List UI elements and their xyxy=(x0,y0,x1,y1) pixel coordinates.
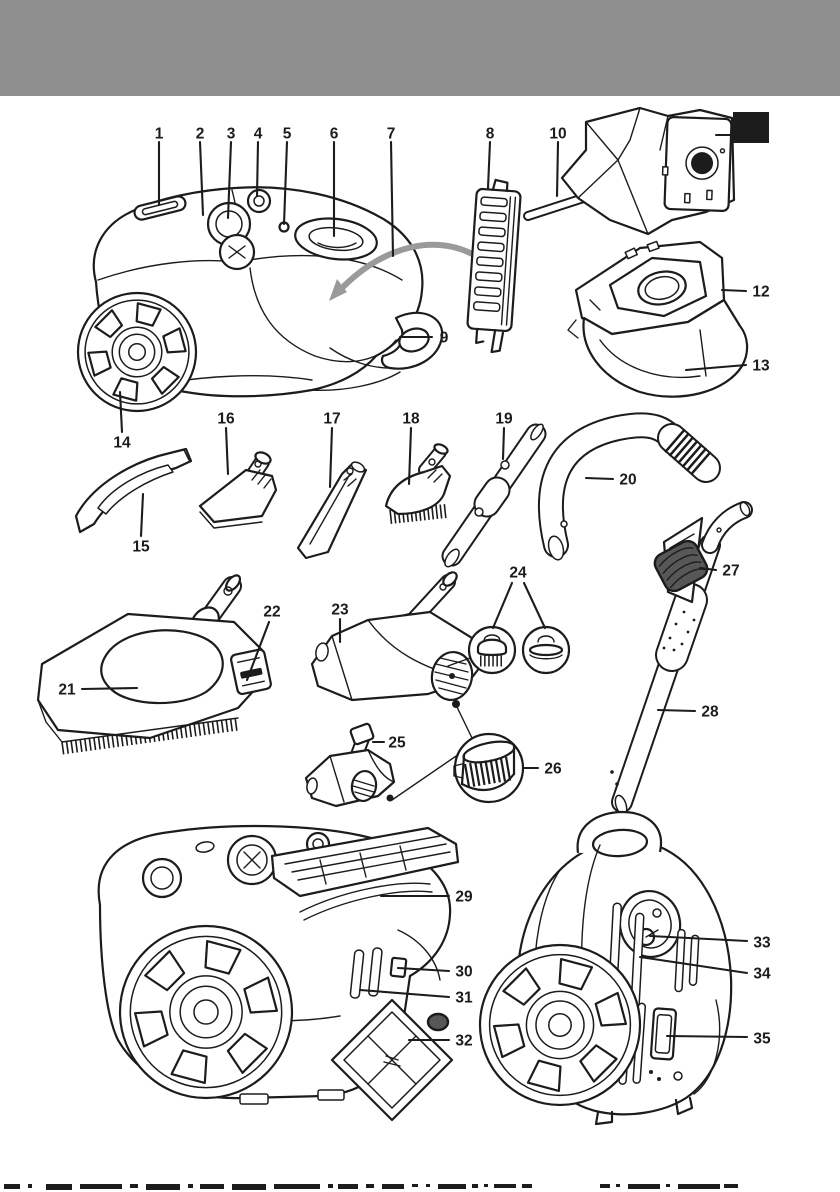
callout-label-4: 4 xyxy=(253,125,263,143)
callout-label-5: 5 xyxy=(282,125,292,143)
callout-label-9: 9 xyxy=(439,329,449,347)
callout-label-2: 2 xyxy=(195,125,205,143)
callout-leader-24 xyxy=(524,583,545,628)
carry-handle-15 xyxy=(76,449,191,532)
callout-label-34: 34 xyxy=(753,965,771,983)
callout-label-3: 3 xyxy=(226,125,236,143)
callout-label-13: 13 xyxy=(752,357,770,375)
callout-label-1: 1 xyxy=(154,125,164,143)
upholstery-nozzle-16 xyxy=(200,450,276,528)
callout-leader-10 xyxy=(557,142,558,196)
callout-label-33: 33 xyxy=(753,934,771,952)
callout-label-15: 15 xyxy=(132,538,150,556)
mini-turbo-25 xyxy=(306,723,462,806)
callout-label-6: 6 xyxy=(329,125,339,143)
crevice-tool-17 xyxy=(298,460,366,558)
callout-leader-12 xyxy=(722,290,746,291)
callout-label-35: 35 xyxy=(753,1030,771,1048)
callout-label-7: 7 xyxy=(386,125,396,143)
callout-leader-4 xyxy=(257,142,258,196)
callout-label-17: 17 xyxy=(323,410,341,428)
callout-leader-17 xyxy=(330,428,332,487)
page-tab xyxy=(733,112,769,143)
tubes-19 xyxy=(442,422,545,569)
canister-front-view xyxy=(78,187,478,411)
callout-label-14: 14 xyxy=(113,434,131,452)
callout-label-24: 24 xyxy=(509,564,527,582)
callout-label-21: 21 xyxy=(58,681,76,699)
callout-label-18: 18 xyxy=(402,410,420,428)
callout-leader-19 xyxy=(503,428,504,459)
telescopic-tube-28 xyxy=(610,501,751,816)
turbo-brush-23 xyxy=(312,570,484,738)
callout-label-29: 29 xyxy=(455,888,473,906)
callout-leader-15 xyxy=(141,494,143,536)
canister-upright-view xyxy=(480,812,731,1124)
callout-label-32: 32 xyxy=(455,1032,473,1050)
callout-label-16: 16 xyxy=(217,410,235,428)
callout-label-23: 23 xyxy=(331,601,349,619)
insert-detail-circles-24 xyxy=(469,627,569,673)
callout-label-22: 22 xyxy=(263,603,281,621)
canister-rear-view xyxy=(99,826,458,1120)
callout-leader-16 xyxy=(226,428,228,474)
callout-leader-24 xyxy=(493,583,512,628)
callout-label-20: 20 xyxy=(619,471,637,489)
callout-label-8: 8 xyxy=(485,125,495,143)
callout-label-26: 26 xyxy=(544,760,562,778)
callout-label-27: 27 xyxy=(722,562,740,580)
scan-artifact-strip xyxy=(4,1184,738,1190)
callout-label-19: 19 xyxy=(495,410,513,428)
callout-leader-21 xyxy=(82,688,137,689)
callout-label-10: 10 xyxy=(549,125,567,143)
callout-leader-28 xyxy=(658,710,695,711)
callout-leader-35 xyxy=(667,1036,747,1037)
callout-label-31: 31 xyxy=(455,989,473,1007)
filter-8 xyxy=(466,179,522,354)
callout-leader-20 xyxy=(586,478,613,479)
roller-detail-circle-26 xyxy=(454,734,523,802)
callout-label-30: 30 xyxy=(455,963,473,981)
callout-leader-8 xyxy=(488,142,490,188)
callout-label-12: 12 xyxy=(752,283,770,301)
brush-nozzle-18 xyxy=(386,442,450,517)
floor-nozzle-21 xyxy=(38,573,272,748)
callout-label-25: 25 xyxy=(388,734,406,752)
callout-label-28: 28 xyxy=(701,703,719,721)
